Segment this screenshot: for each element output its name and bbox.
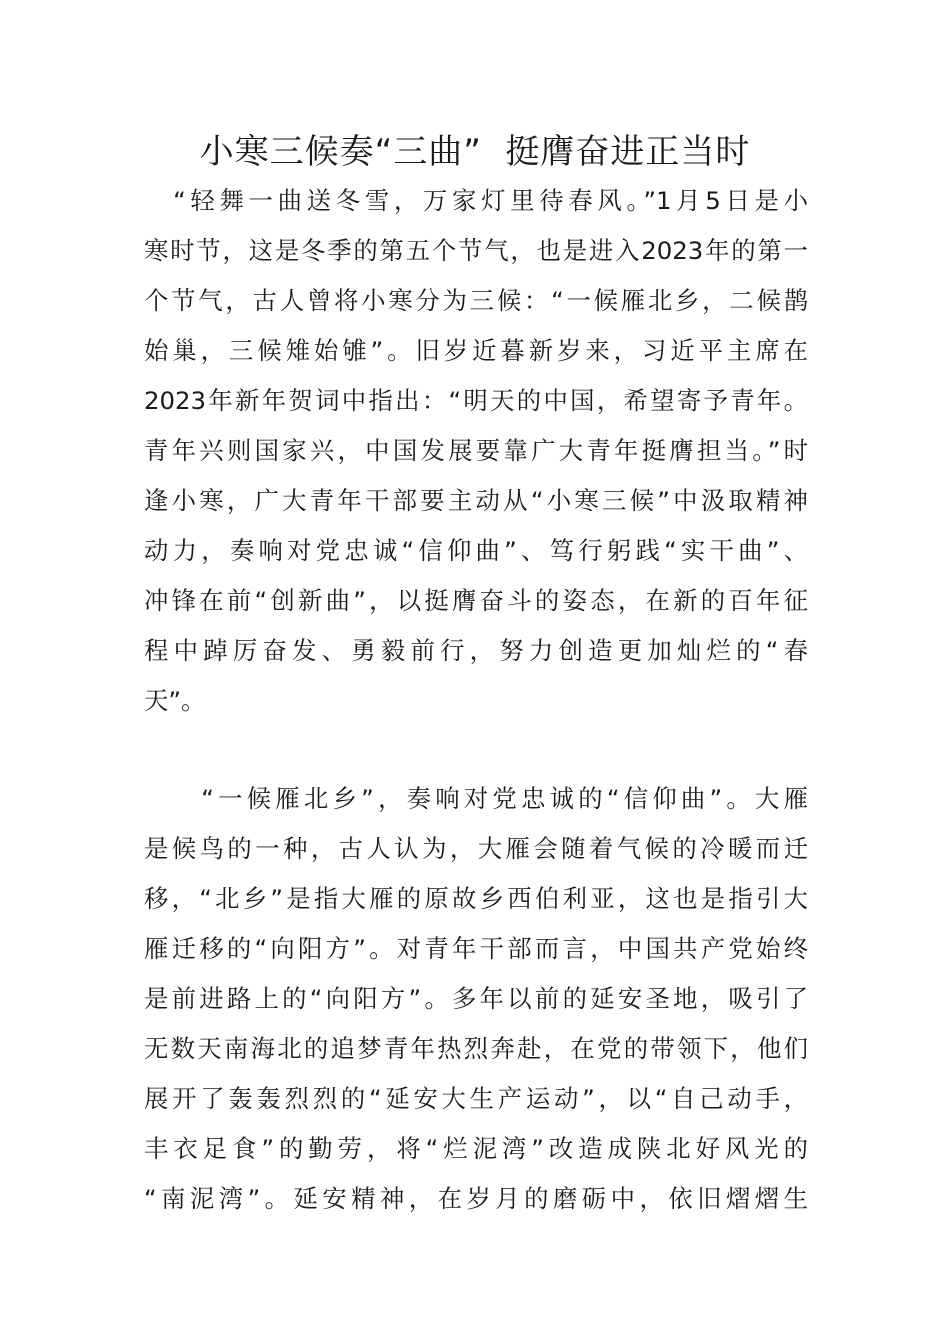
text-line: 始巢，三候雉始雊”。旧岁近暮新岁来，习近平主席在 xyxy=(144,336,808,365)
text-line: 程中踔厉奋发、勇毅前行，努力创造更加灿烂的“春 xyxy=(144,636,808,665)
text-line: 是候鸟的一种，古人认为，大雁会随着气候的冷暖而迁 xyxy=(144,834,808,863)
text-line: 天”。 xyxy=(144,686,206,715)
text-line: 冲锋在前“创新曲”，以挺膺奋斗的姿态，在新的百年征 xyxy=(144,586,808,615)
text-line: 青年兴则国家兴，中国发展要靠广大青年挺膺担当。”时 xyxy=(144,436,808,465)
text-line: 个节气，古人曾将小寒分为三候：“一候雁北乡，二候鹊 xyxy=(144,286,808,315)
text-line: 移，“北乡”是指大雁的原故乡西伯利亚，这也是指引大 xyxy=(144,884,808,913)
document-title: 小寒三候奏“三曲” 挺膺奋进正当时 xyxy=(199,132,751,172)
text-line: “轻舞一曲送冬雪，万家灯里待春风。”1月5日是小 xyxy=(144,186,808,215)
text-line: 雁迁移的“向阳方”。对青年干部而言，中国共产党始终 xyxy=(144,934,808,963)
text-line: “一候雁北乡”，奏响对党忠诚的“信仰曲”。大雁 xyxy=(144,784,808,813)
text-line: 是前进路上的“向阳方”。多年以前的延安圣地，吸引了 xyxy=(144,984,808,1013)
paragraph-1 xyxy=(144,176,808,726)
text-line: 丰衣足食”的勤劳，将“烂泥湾”改造成陕北好风光的 xyxy=(144,1134,808,1163)
text-line: 展开了轰轰烈烈的“延安大生产运动”，以“自己动手， xyxy=(144,1084,808,1113)
text-line: 动力，奏响对党忠诚“信仰曲”、笃行躬践“实干曲”、 xyxy=(144,536,808,565)
text-line: 逢小寒，广大青年干部要主动从“小寒三候”中汲取精神 xyxy=(144,486,808,515)
paragraph-2 xyxy=(144,774,808,1224)
text-line: 2023年新年贺词中指出：“明天的中国，希望寄予青年。 xyxy=(144,386,808,415)
text-line: “南泥湾”。延安精神，在岁月的磨砺中，依旧熠熠生 xyxy=(144,1184,808,1213)
text-line: 无数天南海北的追梦青年热烈奔赴，在党的带领下，他们 xyxy=(144,1034,808,1063)
text-line: 寒时节，这是冬季的第五个节气，也是进入2023年的第一 xyxy=(144,236,808,265)
